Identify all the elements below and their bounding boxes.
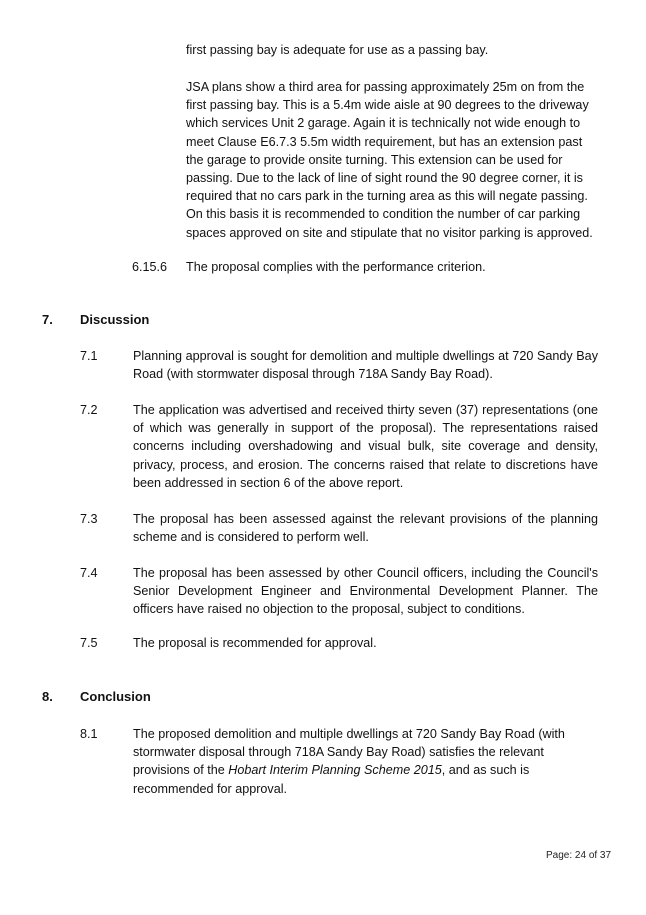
- section-number-8: 8.: [42, 689, 53, 704]
- item-text-8-1-end: , and as such is recommended for approval.: [133, 763, 530, 796]
- continuation-paragraph: JSA plans show a third area for passing approximately 25m on from the first passing bay. This is a 5.4m wide aisle at 90 degrees to the driveway which services Unit 2 garage. Again it is technically not wide enough to meet Clause E6.7.3 5.5m width requirement, but has an extension past the garage to provide onsite turning. This extension can be used for passing. Due to the lack of line of sight round the 90 degree corner, it is required that no cars park in the turning area as this will negate passing. On this basis it is recommended to condition the number of car parking spaces approved on site and stipulate that no visitor parking is approved.: [186, 80, 593, 240]
- item-number-7-2: 7.2: [80, 403, 98, 417]
- item-text-7-3: The proposal has been assessed against the relevant provisions of the planning scheme and is considered to perform well.: [133, 512, 598, 545]
- section-title-discussion: Discussion: [80, 312, 150, 327]
- item-text-6-15-6: The proposal complies with the performance criterion.: [186, 260, 486, 274]
- scheme-name: Hobart Interim Planning Scheme 2015: [228, 763, 442, 778]
- page-number: Page: 24 of 37: [546, 850, 612, 861]
- item-text-7-5: The proposal is recommended for approval.: [133, 636, 377, 650]
- item-number-8-1: 8.1: [80, 727, 98, 741]
- item-text-8-1: [133, 725, 583, 798]
- item-number-7-1: 7.1: [80, 349, 98, 363]
- item-text-7-4: The proposal has been assessed by other Council officers, including the Council's Senior Development Engineer and Environmental Development Planner. The officers have raised no objection to the proposal, subject to conditions.: [133, 566, 598, 617]
- continuation-line: first passing bay is adequate for use as a passing bay.: [186, 43, 489, 57]
- item-number-7-4: 7.4: [80, 566, 98, 580]
- section-number-7: 7.: [42, 312, 53, 327]
- item-number-7-3: 7.3: [80, 512, 98, 526]
- item-number-7-5: 7.5: [80, 636, 98, 650]
- item-text-7-2: The application was advertised and received thirty seven (37) representations (one of which was generally in support of the proposal). The representations raised concerns including overshadowing and visual bulk, site coverage and density, privacy, process, and erosion. The concerns raised that relate to discretions have been addressed in section 6 of the above report.: [133, 403, 598, 490]
- item-text-8-1-start: The proposed demolition and multiple dwellings at 720 Sandy Bay Road (with stormwater disposal through 718A Sandy Bay Road) satisfies the relevant provisions of the: [133, 727, 565, 778]
- item-number-6-15-6: 6.15.6: [132, 260, 168, 274]
- section-title-conclusion: Conclusion: [80, 689, 151, 704]
- item-text-7-1: Planning approval is sought for demolition and multiple dwellings at 720 Sandy Bay Road (with stormwater disposal through 718A Sandy Bay Road).: [133, 349, 598, 382]
